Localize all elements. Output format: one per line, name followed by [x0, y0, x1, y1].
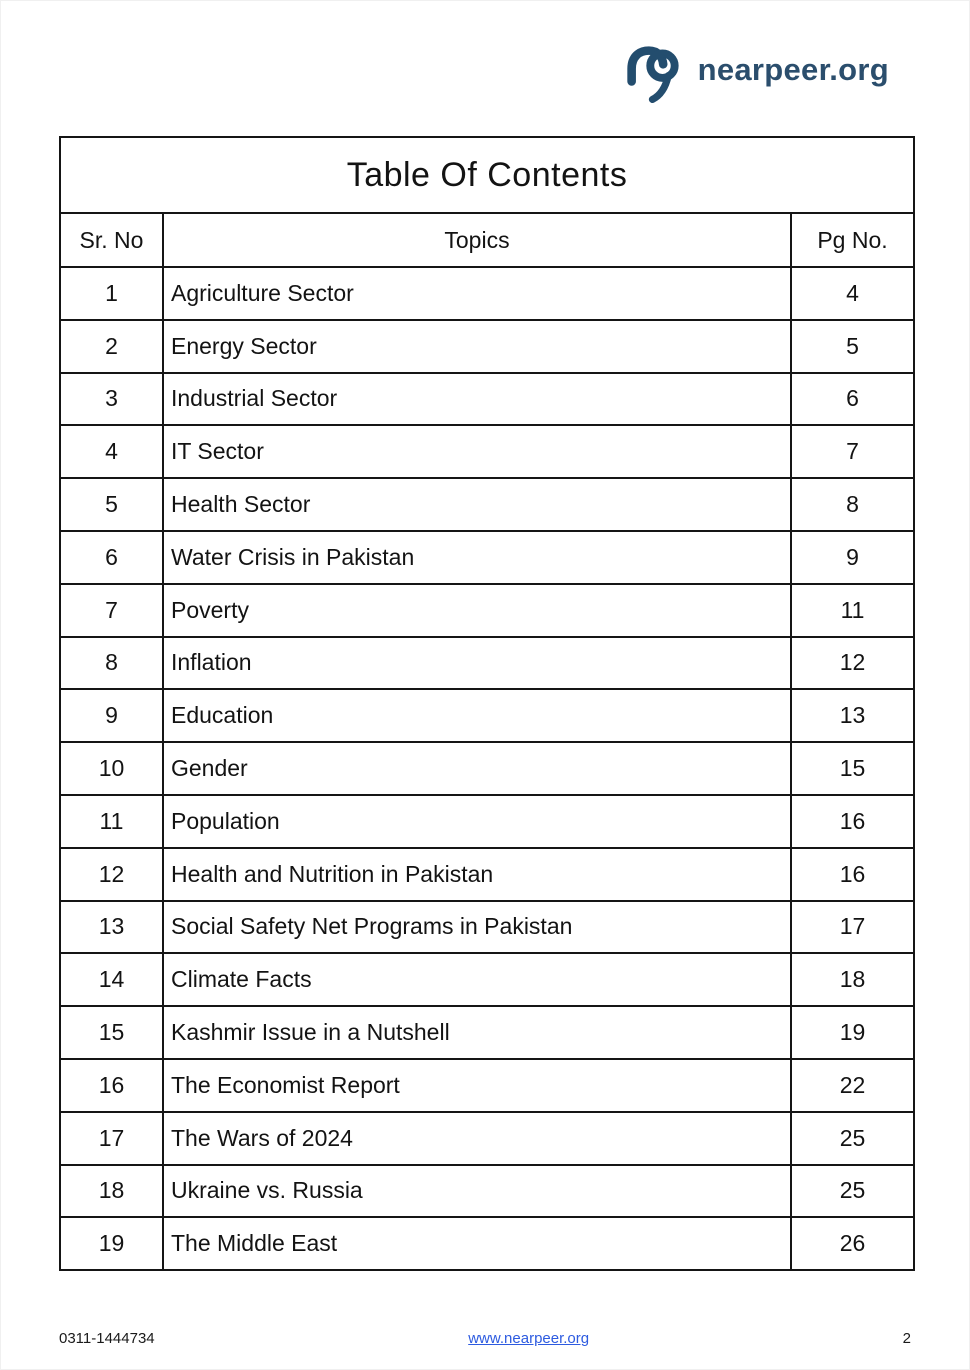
- topic-cell: Water Crisis in Pakistan: [163, 531, 791, 584]
- sr-no-cell: 4: [60, 425, 163, 478]
- table-row: [60, 478, 914, 531]
- topic-cell: Poverty: [163, 584, 791, 637]
- table-row: [60, 320, 914, 373]
- pg-no-cell: 17: [791, 901, 914, 954]
- pg-no-cell: 22: [791, 1059, 914, 1112]
- table-row: [60, 689, 914, 742]
- sr-no-cell: 13: [60, 901, 163, 954]
- sr-no-cell: 18: [60, 1165, 163, 1218]
- topic-cell: Ukraine vs. Russia: [163, 1165, 791, 1218]
- nearpeer-logo-text: nearpeer.org: [697, 52, 889, 87]
- sr-no-cell: 10: [60, 742, 163, 795]
- sr-no-cell: 11: [60, 795, 163, 848]
- table-row: [60, 1112, 914, 1165]
- pg-no-cell: 4: [791, 267, 914, 320]
- table-row: [60, 848, 914, 901]
- pg-no-cell: 25: [791, 1112, 914, 1165]
- sr-no-cell: 8: [60, 637, 163, 690]
- topic-cell: IT Sector: [163, 425, 791, 478]
- sr-no-cell: 6: [60, 531, 163, 584]
- pg-no-cell: 7: [791, 425, 914, 478]
- page-footer: [59, 1330, 911, 1347]
- pg-no-cell: 6: [791, 373, 914, 426]
- topic-cell: Kashmir Issue in a Nutshell: [163, 1006, 791, 1059]
- table-row: [60, 637, 914, 690]
- topic-cell: Climate Facts: [163, 953, 791, 1006]
- toc-column-header-row: [60, 213, 914, 267]
- topic-cell: Social Safety Net Programs in Pakistan: [163, 901, 791, 954]
- table-row: [60, 901, 914, 954]
- pg-no-cell: 18: [791, 953, 914, 1006]
- table-row: [60, 267, 914, 320]
- sr-no-cell: 2: [60, 320, 163, 373]
- pg-no-cell: 8: [791, 478, 914, 531]
- toc-title-row: [60, 137, 914, 213]
- table-row: [60, 1217, 914, 1270]
- table-row: [60, 1165, 914, 1218]
- table-row: [60, 531, 914, 584]
- pg-no-cell: 11: [791, 584, 914, 637]
- topic-cell: Gender: [163, 742, 791, 795]
- pg-no-cell: 9: [791, 531, 914, 584]
- table-row: [60, 795, 914, 848]
- topic-cell: The Economist Report: [163, 1059, 791, 1112]
- topic-cell: Industrial Sector: [163, 373, 791, 426]
- topic-cell: Health Sector: [163, 478, 791, 531]
- table-row: [60, 953, 914, 1006]
- pg-no-cell: 26: [791, 1217, 914, 1270]
- table-row: [60, 742, 914, 795]
- sr-no-cell: 16: [60, 1059, 163, 1112]
- table-row: [60, 425, 914, 478]
- sr-no-cell: 3: [60, 373, 163, 426]
- footer-website-link[interactable]: www.nearpeer.org: [468, 1330, 590, 1347]
- sr-no-cell: 1: [60, 267, 163, 320]
- sr-no-cell: 15: [60, 1006, 163, 1059]
- sr-no-cell: 14: [60, 953, 163, 1006]
- col-header-sr-no: Sr. No: [60, 213, 163, 267]
- pg-no-cell: 12: [791, 637, 914, 690]
- topic-cell: The Wars of 2024: [163, 1112, 791, 1165]
- table-row: [60, 1059, 914, 1112]
- pg-no-cell: 13: [791, 689, 914, 742]
- nearpeer-logo-icon: [616, 37, 686, 103]
- pg-no-cell: 19: [791, 1006, 914, 1059]
- col-header-pg-no: Pg No.: [791, 213, 914, 267]
- table-row: [60, 1006, 914, 1059]
- sr-no-cell: 17: [60, 1112, 163, 1165]
- table-row: [60, 373, 914, 426]
- toc-table: [59, 136, 915, 1271]
- sr-no-cell: 9: [60, 689, 163, 742]
- pg-no-cell: 15: [791, 742, 914, 795]
- topic-cell: Education: [163, 689, 791, 742]
- topic-cell: Energy Sector: [163, 320, 791, 373]
- footer-page-number: 2: [902, 1330, 911, 1347]
- topic-cell: The Middle East: [163, 1217, 791, 1270]
- sr-no-cell: 12: [60, 848, 163, 901]
- col-header-topics: Topics: [163, 213, 791, 267]
- topic-cell: Health and Nutrition in Pakistan: [163, 848, 791, 901]
- toc-title: Table Of Contents: [60, 137, 914, 213]
- sr-no-cell: 5: [60, 478, 163, 531]
- pg-no-cell: 25: [791, 1165, 914, 1218]
- topic-cell: Population: [163, 795, 791, 848]
- sr-no-cell: 19: [60, 1217, 163, 1270]
- sr-no-cell: 7: [60, 584, 163, 637]
- pg-no-cell: 16: [791, 848, 914, 901]
- topic-cell: Inflation: [163, 637, 791, 690]
- nearpeer-logo: [616, 37, 889, 103]
- footer-phone-number: 0311-1444734: [59, 1330, 155, 1347]
- table-row: [60, 584, 914, 637]
- pg-no-cell: 5: [791, 320, 914, 373]
- topic-cell: Agriculture Sector: [163, 267, 791, 320]
- pg-no-cell: 16: [791, 795, 914, 848]
